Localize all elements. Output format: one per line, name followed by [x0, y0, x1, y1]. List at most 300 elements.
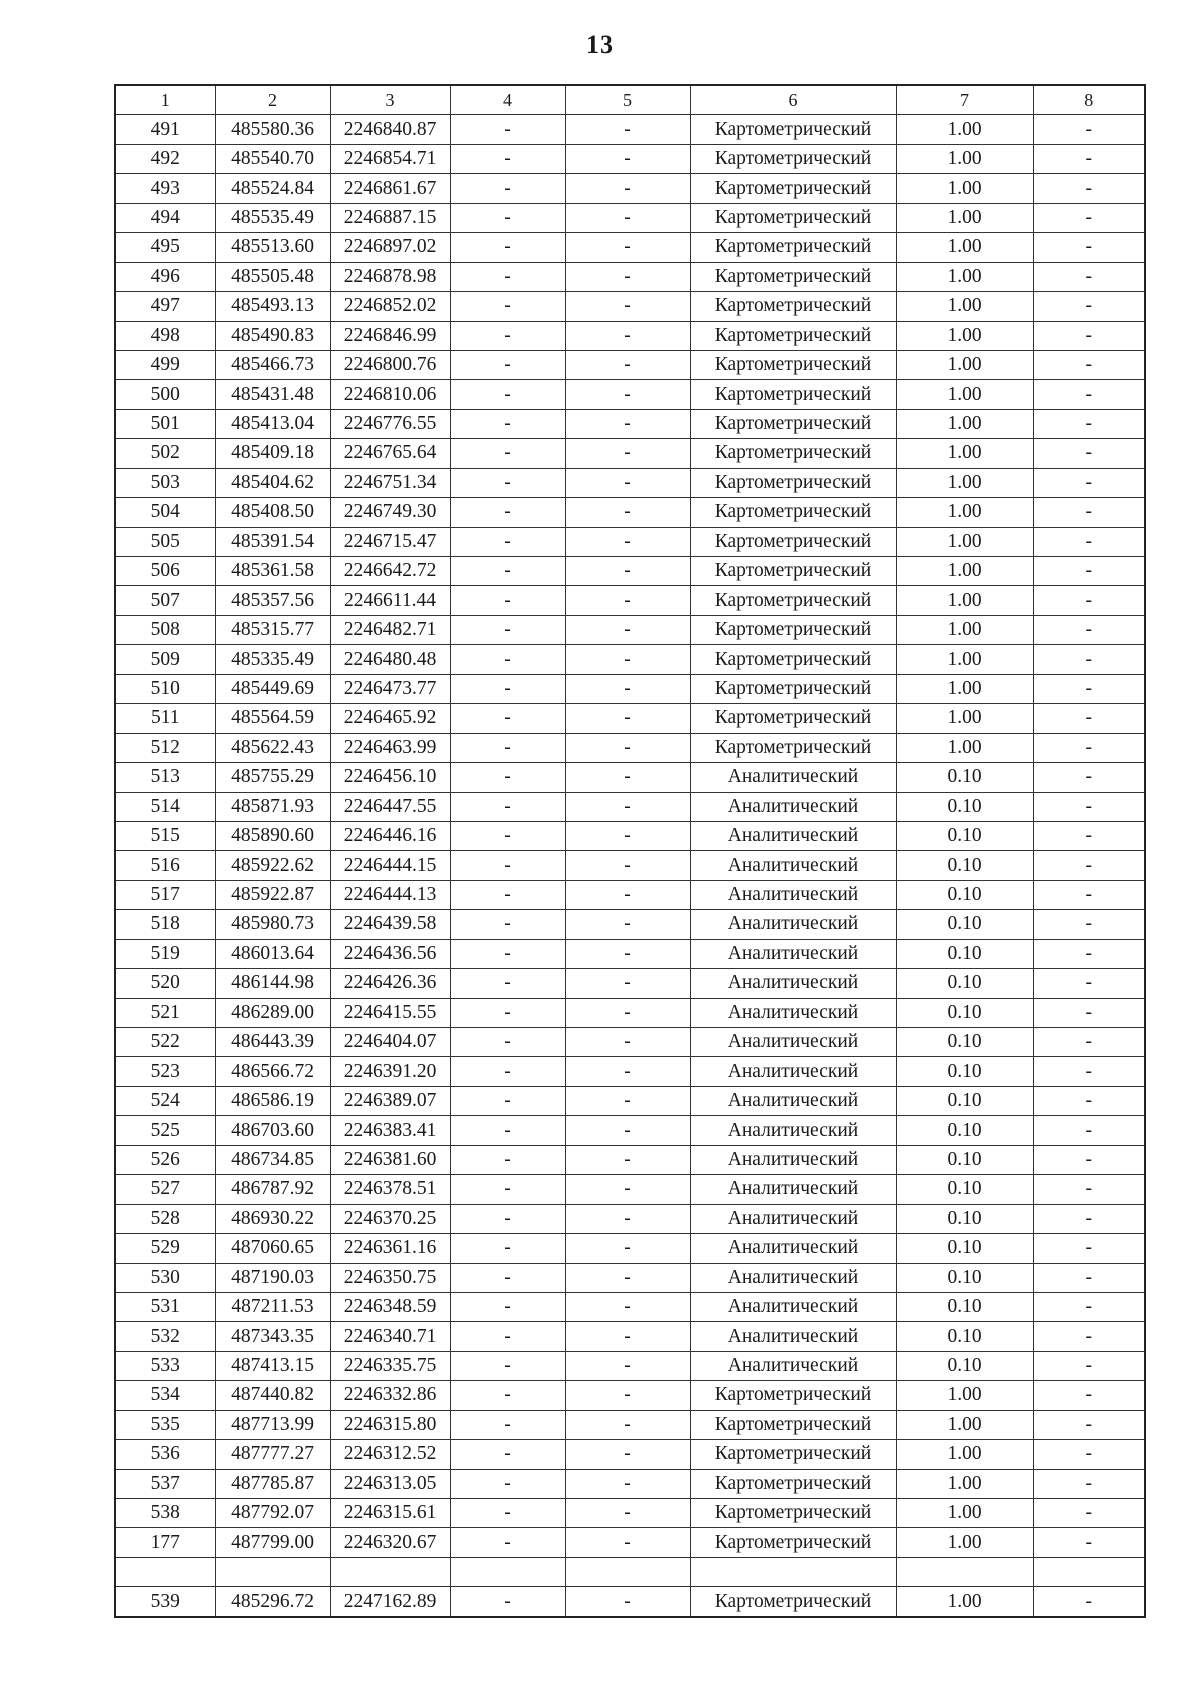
table-cell: 2246456.10 [330, 763, 450, 792]
table-cell: 2246642.72 [330, 557, 450, 586]
table-cell: - [565, 1322, 690, 1351]
table-row [115, 1292, 1145, 1321]
table-cell: 2246391.20 [330, 1057, 450, 1086]
table-cell: 485622.43 [215, 733, 330, 762]
table-cell: - [565, 792, 690, 821]
table-cell: - [565, 262, 690, 291]
table-cell: 500 [115, 380, 215, 409]
table-cell: Картометрический [690, 674, 896, 703]
table-cell: - [450, 792, 565, 821]
table-cell: 2246473.77 [330, 674, 450, 703]
table-cell: 2246897.02 [330, 233, 450, 262]
table-cell: - [450, 1440, 565, 1469]
table-cell: 518 [115, 910, 215, 939]
table-row [115, 321, 1145, 350]
column-header: 2 [215, 85, 330, 115]
table-cell: - [450, 586, 565, 615]
table-cell: 2246465.92 [330, 704, 450, 733]
table-row [115, 1204, 1145, 1233]
page-number: 13 [586, 30, 614, 59]
table-cell: 2246810.06 [330, 380, 450, 409]
table-cell: - [450, 615, 565, 644]
table-cell: - [1033, 969, 1145, 998]
column-header: 3 [330, 85, 450, 115]
table-cell: 487343.35 [215, 1322, 330, 1351]
table-cell: 506 [115, 557, 215, 586]
table-cell: 485357.56 [215, 586, 330, 615]
table-cell: 485890.60 [215, 821, 330, 850]
table-cell: Картометрический [690, 262, 896, 291]
table-cell: - [450, 1499, 565, 1528]
table-cell: Картометрический [690, 1469, 896, 1498]
table-cell: - [565, 321, 690, 350]
table-cell: Аналитический [690, 1322, 896, 1351]
table-cell: - [450, 969, 565, 998]
table-cell: - [450, 674, 565, 703]
table-cell: - [1033, 527, 1145, 556]
table-row [115, 1234, 1145, 1263]
table-cell: 496 [115, 262, 215, 291]
table-row [115, 380, 1145, 409]
table-cell: 2246335.75 [330, 1351, 450, 1380]
table-cell: - [565, 645, 690, 674]
table-cell: Картометрический [690, 1381, 896, 1410]
table-row [115, 1410, 1145, 1439]
table-cell: - [450, 1028, 565, 1057]
table-cell: 2246381.60 [330, 1145, 450, 1174]
table-cell: - [565, 733, 690, 762]
table-cell: - [450, 115, 565, 144]
table-cell: - [450, 498, 565, 527]
table-cell: - [1033, 998, 1145, 1027]
table-cell: 485513.60 [215, 233, 330, 262]
table-cell: 0.10 [896, 792, 1033, 821]
table-cell: 486734.85 [215, 1145, 330, 1174]
table-cell [565, 1557, 690, 1586]
table-cell: 1.00 [896, 350, 1033, 379]
table-cell: - [450, 1057, 565, 1086]
table-cell: - [450, 321, 565, 350]
table-cell: 0.10 [896, 1322, 1033, 1351]
table-cell: 516 [115, 851, 215, 880]
table-cell: - [565, 969, 690, 998]
table-cell: Картометрический [690, 498, 896, 527]
table-cell: - [1033, 1322, 1145, 1351]
table-cell: - [565, 380, 690, 409]
table-cell: 491 [115, 115, 215, 144]
table-row [115, 969, 1145, 998]
table-cell: 1.00 [896, 233, 1033, 262]
table-cell: Картометрический [690, 733, 896, 762]
table-cell [450, 1557, 565, 1586]
table-cell: - [565, 1204, 690, 1233]
table-cell: - [565, 1440, 690, 1469]
table-row [115, 586, 1145, 615]
table-cell: - [450, 468, 565, 497]
table-cell: - [565, 1469, 690, 1498]
table-cell: 502 [115, 439, 215, 468]
table-row [115, 468, 1145, 497]
table-cell: Картометрический [690, 468, 896, 497]
table-cell: 1.00 [896, 321, 1033, 350]
table-cell: 485580.36 [215, 115, 330, 144]
table-cell: 0.10 [896, 910, 1033, 939]
table-cell: 495 [115, 233, 215, 262]
table-row [115, 115, 1145, 144]
table-cell: 0.10 [896, 939, 1033, 968]
table-cell: Аналитический [690, 910, 896, 939]
table-cell: - [450, 1086, 565, 1115]
table-cell: 514 [115, 792, 215, 821]
table-cell: 0.10 [896, 1116, 1033, 1145]
table-cell: - [565, 144, 690, 173]
table-cell: 501 [115, 409, 215, 438]
table-cell: 485505.48 [215, 262, 330, 291]
table-cell: 2246840.87 [330, 115, 450, 144]
table-cell: 486144.98 [215, 969, 330, 998]
table-cell: 1.00 [896, 733, 1033, 762]
table-cell: 485391.54 [215, 527, 330, 556]
table-cell: - [565, 998, 690, 1027]
table-cell: 487785.87 [215, 1469, 330, 1498]
table-cell: 485490.83 [215, 321, 330, 350]
table-cell: 0.10 [896, 1351, 1033, 1380]
table-cell: - [450, 144, 565, 173]
table-cell: - [450, 527, 565, 556]
table-cell: - [565, 468, 690, 497]
table-cell: Аналитический [690, 939, 896, 968]
table-cell: 2246854.71 [330, 144, 450, 173]
table-cell: - [450, 704, 565, 733]
table-cell: 0.10 [896, 969, 1033, 998]
table-row [115, 1351, 1145, 1380]
table-cell: 2246350.75 [330, 1263, 450, 1292]
table-cell: - [450, 733, 565, 762]
table-cell: 485535.49 [215, 203, 330, 232]
table-cell: - [565, 527, 690, 556]
table-cell: - [1033, 174, 1145, 203]
table-cell: 2246332.86 [330, 1381, 450, 1410]
table-cell: 2246389.07 [330, 1086, 450, 1115]
table-cell: 2246378.51 [330, 1175, 450, 1204]
table-cell: 492 [115, 144, 215, 173]
table-cell: - [450, 1234, 565, 1263]
table-cell: 0.10 [896, 1292, 1033, 1321]
table-cell: 1.00 [896, 674, 1033, 703]
table-cell: - [565, 409, 690, 438]
table-cell: - [450, 1145, 565, 1174]
table-cell: - [565, 203, 690, 232]
table-cell: 513 [115, 763, 215, 792]
table-cell: - [450, 821, 565, 850]
table-cell: - [1033, 557, 1145, 586]
table-cell: 508 [115, 615, 215, 644]
table-cell: 2246370.25 [330, 1204, 450, 1233]
table-cell: - [450, 939, 565, 968]
table-cell: 1.00 [896, 409, 1033, 438]
table-cell [690, 1557, 896, 1586]
table-cell: 1.00 [896, 468, 1033, 497]
table-cell: - [450, 1175, 565, 1204]
table-cell: 2246715.47 [330, 527, 450, 556]
table-cell: 485449.69 [215, 674, 330, 703]
table-cell: 485431.48 [215, 380, 330, 409]
table-cell: - [450, 380, 565, 409]
coordinates-table-wrapper [114, 84, 1146, 1618]
table-cell: - [1033, 674, 1145, 703]
table-row [115, 557, 1145, 586]
table-cell: 1.00 [896, 1469, 1033, 1498]
table-row [115, 880, 1145, 909]
table-cell: 487799.00 [215, 1528, 330, 1557]
table-cell: - [565, 115, 690, 144]
table-row [115, 203, 1145, 232]
table-cell: 538 [115, 1499, 215, 1528]
table-row-blank [115, 1557, 1145, 1586]
table-cell: - [1033, 733, 1145, 762]
table-cell: 524 [115, 1086, 215, 1115]
table-cell: 1.00 [896, 262, 1033, 291]
table-cell: 487440.82 [215, 1381, 330, 1410]
table-cell: 1.00 [896, 1440, 1033, 1469]
table-cell: 486703.60 [215, 1116, 330, 1145]
table-cell: 523 [115, 1057, 215, 1086]
table-row [115, 998, 1145, 1027]
table-cell: 0.10 [896, 998, 1033, 1027]
table-cell: 2246312.52 [330, 1440, 450, 1469]
table-cell: 526 [115, 1145, 215, 1174]
table-cell: - [1033, 409, 1145, 438]
table-cell: 2246315.61 [330, 1499, 450, 1528]
table-header-row [115, 85, 1145, 115]
table-row [115, 615, 1145, 644]
table-cell: Аналитический [690, 821, 896, 850]
table-cell: - [1033, 910, 1145, 939]
table-cell: - [1033, 203, 1145, 232]
table-cell: 2246749.30 [330, 498, 450, 527]
table-cell: - [1033, 1351, 1145, 1380]
table-cell: - [1033, 792, 1145, 821]
table-row [115, 704, 1145, 733]
table-cell: Картометрический [690, 704, 896, 733]
table-cell: Картометрический [690, 409, 896, 438]
table-cell: - [450, 1410, 565, 1439]
table-cell: Картометрический [690, 439, 896, 468]
table-cell: - [1033, 144, 1145, 173]
table-cell: 0.10 [896, 1204, 1033, 1233]
table-cell: 0.10 [896, 821, 1033, 850]
table-row [115, 674, 1145, 703]
table-cell: 0.10 [896, 1057, 1033, 1086]
table-cell: - [565, 615, 690, 644]
table-row [115, 1469, 1145, 1498]
table-cell: - [1033, 1381, 1145, 1410]
table-cell: - [1033, 1410, 1145, 1439]
table-cell: 2246776.55 [330, 409, 450, 438]
table-row [115, 792, 1145, 821]
table-row [115, 233, 1145, 262]
table-cell: 509 [115, 645, 215, 674]
table-cell: 510 [115, 674, 215, 703]
table-cell: - [565, 498, 690, 527]
table-row [115, 1499, 1145, 1528]
table-cell: - [450, 1469, 565, 1498]
table-cell: 1.00 [896, 1381, 1033, 1410]
table-cell: - [450, 763, 565, 792]
table-cell: 0.10 [896, 763, 1033, 792]
table-cell: 535 [115, 1410, 215, 1439]
table-cell: Картометрический [690, 1528, 896, 1557]
table-cell: - [565, 557, 690, 586]
table-cell: 1.00 [896, 203, 1033, 232]
table-cell: 485922.62 [215, 851, 330, 880]
table-cell: 485493.13 [215, 292, 330, 321]
table-row [115, 1116, 1145, 1145]
table-cell: 536 [115, 1440, 215, 1469]
table-cell: - [565, 1086, 690, 1115]
table-cell: - [1033, 645, 1145, 674]
table-cell: - [565, 1116, 690, 1145]
table-cell: - [1033, 851, 1145, 880]
table-cell: 1.00 [896, 439, 1033, 468]
table-cell: - [565, 851, 690, 880]
table-cell: - [1033, 1057, 1145, 1086]
table-cell: 519 [115, 939, 215, 968]
table-cell [215, 1557, 330, 1586]
table-cell: 2246878.98 [330, 262, 450, 291]
table-cell: - [565, 1145, 690, 1174]
table-cell [1033, 1557, 1145, 1586]
table-cell: - [565, 821, 690, 850]
table-cell: 485524.84 [215, 174, 330, 203]
table-cell: Аналитический [690, 1028, 896, 1057]
table-cell: Картометрический [690, 292, 896, 321]
table-cell: 504 [115, 498, 215, 527]
table-row [115, 910, 1145, 939]
table-cell: Картометрический [690, 557, 896, 586]
table-cell: 0.10 [896, 1145, 1033, 1174]
table-cell: - [1033, 1469, 1145, 1498]
table-cell: 1.00 [896, 1410, 1033, 1439]
table-cell: Картометрический [690, 1587, 896, 1617]
table-cell: Аналитический [690, 1086, 896, 1115]
table-row [115, 439, 1145, 468]
table-cell: 525 [115, 1116, 215, 1145]
table-row [115, 527, 1145, 556]
table-cell: Аналитический [690, 998, 896, 1027]
table-cell: Картометрический [690, 527, 896, 556]
table-cell: - [565, 674, 690, 703]
table-cell: - [565, 1528, 690, 1557]
table-cell: - [1033, 1086, 1145, 1115]
table-cell: 1.00 [896, 144, 1033, 173]
table-cell: 2246482.71 [330, 615, 450, 644]
table-cell: - [450, 998, 565, 1027]
table-cell: - [450, 174, 565, 203]
table-cell: Аналитический [690, 1292, 896, 1321]
table-row [115, 1528, 1145, 1557]
table-cell: - [450, 910, 565, 939]
table-cell [896, 1557, 1033, 1586]
table-cell: 486930.22 [215, 1204, 330, 1233]
table-cell: Картометрический [690, 144, 896, 173]
table-cell: 0.10 [896, 1028, 1033, 1057]
table-cell: 528 [115, 1204, 215, 1233]
table-cell: Аналитический [690, 1351, 896, 1380]
table-cell: 486787.92 [215, 1175, 330, 1204]
column-header: 1 [115, 85, 215, 115]
table-cell: Картометрический [690, 380, 896, 409]
table-cell: Аналитический [690, 792, 896, 821]
table-cell: 486013.64 [215, 939, 330, 968]
table-cell: - [1033, 821, 1145, 850]
table-row [115, 851, 1145, 880]
table-cell: 0.10 [896, 1234, 1033, 1263]
table-cell: 520 [115, 969, 215, 998]
table-cell: 487792.07 [215, 1499, 330, 1528]
table-cell: 494 [115, 203, 215, 232]
table-cell: - [565, 1381, 690, 1410]
table-cell: 0.10 [896, 1175, 1033, 1204]
table-cell: 2246415.55 [330, 998, 450, 1027]
table-row [115, 821, 1145, 850]
table-cell: 539 [115, 1587, 215, 1617]
table-cell: 485361.58 [215, 557, 330, 586]
table-cell: 2246444.15 [330, 851, 450, 880]
table-cell: - [1033, 586, 1145, 615]
table-cell: 1.00 [896, 586, 1033, 615]
table-cell: 531 [115, 1292, 215, 1321]
table-cell: 2246436.56 [330, 939, 450, 968]
table-cell: 507 [115, 586, 215, 615]
table-row [115, 292, 1145, 321]
table-cell: 511 [115, 704, 215, 733]
table-cell: - [565, 439, 690, 468]
table-cell: 2246313.05 [330, 1469, 450, 1498]
table-cell: 1.00 [896, 645, 1033, 674]
table-cell: 485466.73 [215, 350, 330, 379]
table-row [115, 939, 1145, 968]
table-cell: Картометрический [690, 233, 896, 262]
table-cell: 1.00 [896, 527, 1033, 556]
table-cell: - [450, 1116, 565, 1145]
table-cell: Картометрический [690, 321, 896, 350]
table-cell: 505 [115, 527, 215, 556]
table-cell: Картометрический [690, 1499, 896, 1528]
table-cell: 1.00 [896, 1587, 1033, 1617]
table-cell: 2246887.15 [330, 203, 450, 232]
table-cell: 486289.00 [215, 998, 330, 1027]
table-cell: - [1033, 468, 1145, 497]
table-cell: - [1033, 380, 1145, 409]
table-cell: 529 [115, 1234, 215, 1263]
table-cell: 2246463.99 [330, 733, 450, 762]
table-row [115, 1381, 1145, 1410]
table-cell: Аналитический [690, 851, 896, 880]
table-cell: - [565, 910, 690, 939]
table-cell: 2246765.64 [330, 439, 450, 468]
table-cell: 485755.29 [215, 763, 330, 792]
table-cell: - [1033, 1204, 1145, 1233]
table-cell: 485980.73 [215, 910, 330, 939]
table-cell: 485404.62 [215, 468, 330, 497]
table-cell: - [565, 292, 690, 321]
table-cell: 485408.50 [215, 498, 330, 527]
table-cell: 0.10 [896, 1086, 1033, 1115]
table-cell: - [1033, 1234, 1145, 1263]
coordinates-table [114, 84, 1146, 1618]
table-cell: - [1033, 1499, 1145, 1528]
